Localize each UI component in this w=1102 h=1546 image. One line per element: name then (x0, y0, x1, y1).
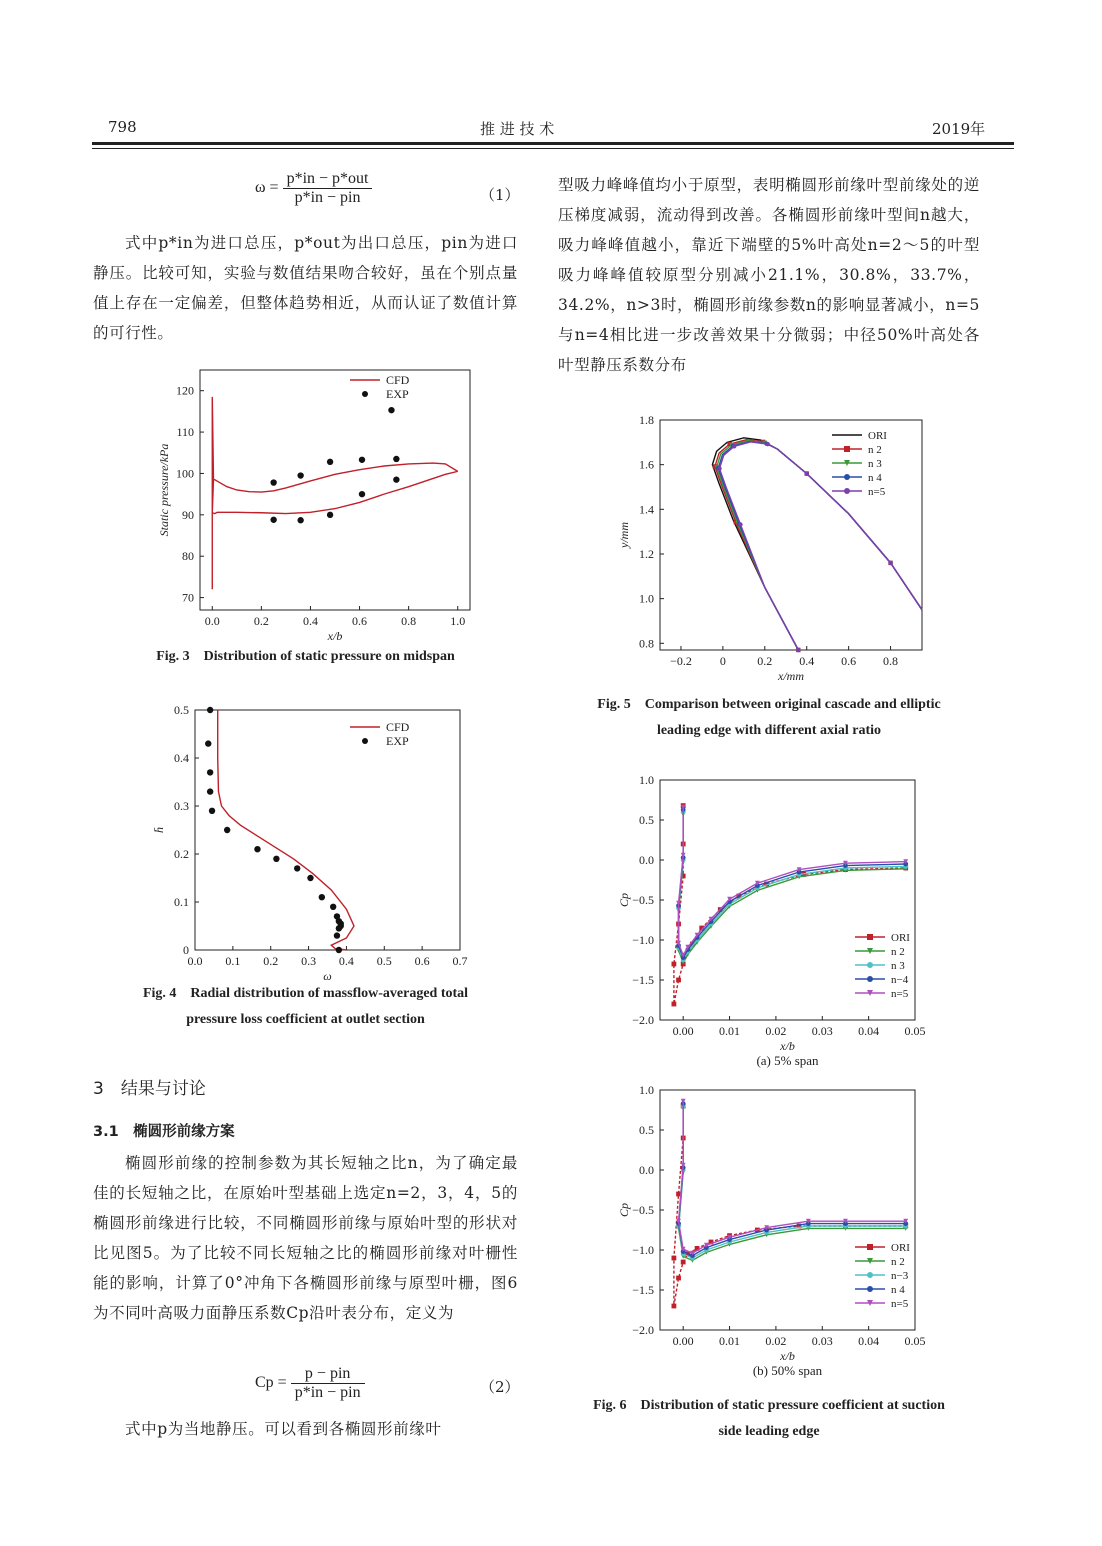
fig5-caption-line2: leading edge with different axial ratio (656, 723, 882, 738)
y-axis-label: Cp (617, 892, 631, 908)
legend-label: n−4 (891, 974, 909, 986)
n5-marker (888, 561, 892, 565)
right-paragraph-1 (558, 170, 980, 380)
n5-line (720, 442, 922, 650)
x-tick-label: 0.4 (338, 954, 354, 968)
y-tick-label: 1.2 (639, 546, 654, 561)
equation-1 (255, 170, 372, 207)
exp-point (327, 459, 333, 465)
ori-marker (676, 978, 681, 983)
fig6a-chart (600, 765, 940, 1080)
x-tick-label: 0.3 (301, 954, 317, 968)
left-para2-text: 椭圆形前缘的控制参数为其长短轴之比n，为了确定最佳的长短轴之比，在原始叶型基础上选定n=2，3，4，5的椭圆形前缘进行比较，不同椭圆形前缘与原始叶型的形状对比见图5。为了比较不同长短轴之比的椭圆形前缘对叶栅性能的影响，计算了0°冲角下各椭圆形前缘与原型叶栅，图6为不同叶高吸力面静压系数Cp沿叶表分布，定义为 (93, 1154, 518, 1322)
y-tick-label: −1.0 (632, 933, 654, 947)
fig6-caption (558, 1393, 980, 1445)
exp-point (273, 856, 279, 862)
legend-label: n=5 (891, 988, 909, 1000)
x-tick-label: 0.6 (841, 654, 857, 668)
x-tick-label: 0.04 (858, 1024, 880, 1038)
legend-label: n 4 (891, 1284, 905, 1296)
y-tick-label: 0.0 (639, 853, 654, 867)
legend-marker (844, 446, 850, 452)
plot-frame (660, 780, 915, 1020)
x-tick-label: 0.8 (401, 614, 417, 628)
legend-label: ORI (891, 932, 910, 944)
legend-marker (867, 962, 873, 968)
y-tick-label: 100 (176, 466, 194, 481)
y-tick-label: −1.5 (632, 1283, 654, 1297)
x-tick-label: 0.5 (376, 954, 392, 968)
exp-point (388, 407, 394, 413)
exp-point (393, 456, 399, 462)
subfigure-label: (b) 50% span (752, 1363, 823, 1378)
y-tick-label: 0.4 (174, 751, 189, 765)
x-tick-label: 0.6 (414, 954, 430, 968)
n5-marker (732, 444, 736, 448)
x-tick-label: 0.1 (225, 954, 241, 968)
x-tick-label: 0.00 (672, 1334, 694, 1348)
exp-point (393, 476, 399, 482)
legend-label: n−3 (891, 1270, 909, 1282)
n3-line (679, 1106, 906, 1258)
exp-point (319, 894, 325, 900)
ori-marker (681, 1260, 686, 1265)
x-axis-label: x/mm (778, 669, 804, 683)
y-tick-label: −0.5 (632, 1203, 654, 1217)
fig4-caption-line1: Fig. 4 Radial distribution of massflow-averaged total (142, 986, 469, 1001)
exp-point (205, 740, 211, 746)
legend-label: n 2 (891, 946, 905, 958)
x-tick-label: 0.2 (757, 654, 773, 668)
exp-point (334, 932, 340, 938)
x-tick-label: 0.8 (883, 654, 899, 668)
y-tick-label: 1.0 (639, 1083, 654, 1097)
legend-marker (867, 1272, 873, 1278)
legend-marker (867, 976, 873, 982)
exp-point (359, 457, 365, 463)
y-tick-label: 0.5 (639, 813, 654, 827)
equation-2 (255, 1365, 365, 1402)
section-3-heading: 3 结果与讨论 (93, 1079, 206, 1099)
n5-marker (738, 522, 742, 526)
plot-area (617, 1083, 926, 1363)
left-para3-text: 式中p为当地静压。可以看到各椭圆形前缘叶 (125, 1420, 442, 1438)
fig6-caption-line2: side leading edge (718, 1424, 820, 1439)
exp-point (297, 517, 303, 523)
x-tick-label: 0 (719, 654, 726, 668)
exp-point (270, 517, 276, 523)
y-tick-label: 90 (182, 507, 194, 522)
fig5-chart (600, 405, 940, 690)
plot-frame (660, 1090, 915, 1330)
ori-marker (672, 1002, 677, 1007)
exp-point (327, 512, 333, 518)
eq1-fraction (283, 170, 373, 207)
exp-point (297, 472, 303, 478)
plot-area (617, 773, 926, 1053)
y-tick-label: 0.5 (639, 1123, 654, 1137)
exp-point (336, 925, 342, 931)
left-paragraph-3 (93, 1414, 518, 1444)
x-tick-label: 0.0 (204, 614, 220, 628)
legend-label: n 2 (868, 444, 882, 456)
n4-line (679, 1104, 906, 1256)
left-paragraph-2 (93, 1148, 518, 1328)
y-tick-label: 0.2 (174, 847, 189, 861)
y-tick-label: 0.5 (174, 703, 189, 717)
eq2-fraction (291, 1365, 365, 1402)
n2-line (679, 1108, 906, 1260)
n5-marker (717, 466, 721, 470)
x-axis-label: x/b (327, 629, 343, 643)
subfigure-label: (a) 5% span (756, 1053, 819, 1068)
legend-label: CFD (386, 720, 410, 734)
legend-marker (867, 934, 873, 940)
x-tick-label: 0.03 (811, 1024, 833, 1038)
year: 2019年 (932, 120, 986, 138)
eq2-denominator: p*in − pin (294, 1384, 361, 1401)
page-number: 798 (108, 118, 137, 136)
legend-label: n 3 (891, 960, 905, 972)
exp-point (330, 904, 336, 910)
plot-area (157, 370, 470, 643)
x-tick-label: 0.7 (452, 954, 468, 968)
legend-marker (867, 1286, 873, 1292)
y-tick-label: 1.0 (639, 773, 654, 787)
x-tick-label: 0.03 (811, 1334, 833, 1348)
y-tick-label: 1.6 (639, 457, 654, 472)
y-tick-label: 70 (182, 590, 194, 605)
plot-area (617, 413, 922, 683)
fig4-caption (93, 981, 518, 1033)
fig4-chart (135, 695, 475, 983)
y-tick-label: 0.0 (639, 1163, 654, 1177)
legend-marker (867, 1244, 873, 1250)
plot-frame (660, 420, 922, 650)
x-tick-label: 0.2 (253, 614, 269, 628)
y-tick-label: 1.0 (639, 591, 654, 606)
x-axis-label: ω (323, 969, 332, 983)
y-tick-label: 0.1 (174, 895, 189, 909)
x-tick-label: 0.4 (302, 614, 318, 628)
x-tick-label: 0.02 (765, 1024, 787, 1038)
left-para1-text: 式中p*in为进口总压，p*out为出口总压，pin为进口静压。比较可知，实验与数值结果吻合较好，虽在个别点量值上存在一定偏差，但整体趋势相近，从而认证了数值计算的可行性。 (93, 234, 518, 342)
cfd-suction-line (212, 463, 457, 492)
exp-point (207, 769, 213, 775)
fig5-caption (558, 692, 980, 744)
legend-marker (362, 391, 368, 397)
x-tick-label: 0.02 (765, 1334, 787, 1348)
plot-area (152, 703, 468, 983)
eq1-lhs: ω = (255, 179, 279, 197)
ori-marker (672, 1304, 677, 1309)
y-tick-label: 1.4 (639, 502, 654, 517)
fig4-caption-line2: pressure loss coefficient at outlet section (186, 1012, 425, 1027)
exp-point (294, 865, 300, 871)
journal-title: 推 进 技 术 (480, 120, 555, 138)
y-tick-label: 80 (182, 549, 194, 564)
legend-label: EXP (386, 734, 409, 748)
x-tick-label: 0.01 (719, 1024, 741, 1038)
n5-marker (796, 648, 800, 652)
right-para1-text: 型吸力峰峰值均小于原型，表明椭圆形前缘叶型前缘处的逆压梯度减弱，流动得到改善。各椭圆形前缘叶型间n越大，吸力峰峰值越小，靠近下端壁的5%叶高处n=2～5的叶型吸力峰峰值较原型分别减小21.1%，30.8%，33.7%，34.2%，n>3时，椭圆形前缘参数n的影响显著减小，n=5与n=4相比进一步改善效果十分微弱；中径50%叶高处各叶型静压系数分布 (558, 176, 980, 374)
fig5-caption-line1: Fig. 5 Comparison between original cascade and elliptic (597, 697, 941, 712)
x-tick-label: 0.4 (799, 654, 815, 668)
exp-point (224, 827, 230, 833)
y-axis-label: y/mm (617, 522, 631, 548)
exp-point (254, 846, 260, 852)
ori-marker (676, 1276, 681, 1281)
legend-marker (844, 474, 850, 480)
plot-frame (195, 710, 460, 950)
legend-label: n 2 (891, 1256, 905, 1268)
header-rule (92, 142, 1014, 145)
y-tick-label: −2.0 (632, 1013, 654, 1027)
x-tick-label: −0.2 (670, 654, 692, 668)
eq1-number: （1） (480, 186, 520, 204)
legend-label: CFD (386, 373, 410, 387)
ori-line (674, 806, 906, 1004)
x-tick-label: 1.0 (450, 614, 466, 628)
legend-label: n=5 (868, 486, 886, 498)
exp-point (270, 479, 276, 485)
y-tick-label: −0.5 (632, 893, 654, 907)
exp-point (336, 947, 342, 953)
fig3-chart (140, 355, 480, 643)
legend-label: n 3 (868, 458, 882, 470)
exp-point (209, 808, 215, 814)
y-tick-label: −1.5 (632, 973, 654, 987)
eq2-number: （2） (480, 1378, 520, 1396)
x-tick-label: 0.00 (672, 1024, 694, 1038)
header-rule-thin (92, 148, 1014, 149)
legend-label: n=5 (891, 1298, 909, 1310)
y-tick-label: 0 (183, 943, 189, 957)
legend-label: EXP (386, 387, 409, 401)
eq2-lhs: Cp = (255, 1374, 287, 1392)
exp-point (207, 788, 213, 794)
cfd-pressure-line (212, 471, 457, 513)
x-tick-label: 0.0 (187, 954, 203, 968)
fig6-caption-line1: Fig. 6 Distribution of static pressure coefficient at suction (593, 1398, 945, 1413)
legend-label: ORI (891, 1242, 910, 1254)
eq1-denominator: p*in − pin (294, 189, 361, 206)
cfd-leading-edge-spike (212, 397, 213, 589)
ori-marker (672, 1256, 677, 1261)
n5-marker (805, 471, 809, 475)
n2-line (679, 814, 906, 962)
eq1-numerator: p*in − p*out (283, 170, 373, 189)
n5-marker (766, 442, 770, 446)
ori-marker (672, 962, 677, 967)
legend-marker (362, 738, 368, 744)
x-axis-label: x/b (780, 1039, 795, 1053)
x-axis-label: x/b (780, 1349, 795, 1363)
legend-label: ORI (868, 430, 887, 442)
ori-line (712, 438, 922, 650)
y-tick-label: 120 (176, 383, 194, 398)
y-axis-label: h̄ (152, 827, 166, 833)
exp-point (307, 875, 313, 881)
y-tick-label: 0.3 (174, 799, 189, 813)
fig6b-chart (600, 1075, 940, 1390)
x-tick-label: 0.2 (263, 954, 279, 968)
legend-marker (844, 488, 850, 494)
legend-label: n 4 (868, 472, 882, 484)
x-tick-label: 0.04 (858, 1334, 880, 1348)
y-axis-label: Static pressure/kPa (157, 443, 171, 537)
cfd-line (218, 710, 354, 950)
y-tick-label: −1.0 (632, 1243, 654, 1257)
y-axis-label: Cp (617, 1202, 631, 1218)
x-tick-label: 0.05 (904, 1334, 926, 1348)
fig3-caption: Fig. 3 Distribution of static pressure on midspan (156, 649, 455, 664)
n5-line (679, 807, 906, 955)
x-tick-label: 0.05 (904, 1024, 926, 1038)
exp-point (359, 491, 365, 497)
y-tick-label: 110 (176, 425, 194, 440)
y-tick-label: −2.0 (632, 1323, 654, 1337)
x-tick-label: 0.01 (719, 1334, 741, 1348)
eq2-numerator: p − pin (291, 1365, 365, 1384)
y-tick-label: 0.8 (639, 636, 654, 651)
x-tick-label: 0.6 (352, 614, 368, 628)
section-3-1-heading: 3.1 椭圆形前缘方案 (93, 1124, 235, 1140)
left-paragraph-1 (93, 228, 518, 348)
exp-point (207, 707, 213, 713)
y-tick-label: 1.8 (639, 413, 654, 427)
